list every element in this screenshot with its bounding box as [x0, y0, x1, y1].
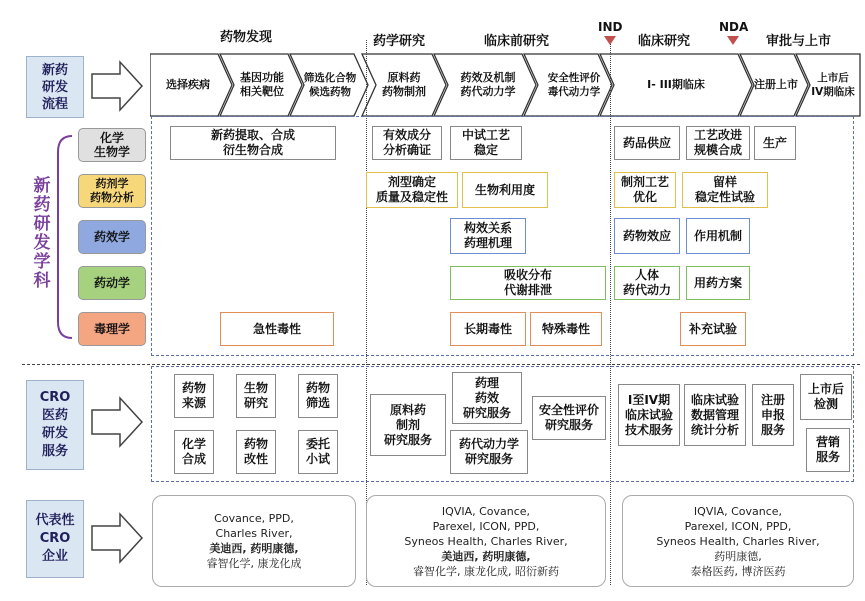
flow-arrow-icon [88, 56, 146, 116]
stage-clinical: 临床研究 [638, 34, 691, 49]
flow-step: I- III期临床 [647, 78, 705, 91]
discipline-tox: 毒理学 [78, 312, 146, 346]
company-line: 睿智化学, 康龙化成 [206, 557, 302, 570]
company-line: 泰格医药, 博济医药 [690, 564, 786, 578]
flow-step: 注册上市 [754, 78, 798, 91]
cro-row-label: CRO 医药 研发 服务 [26, 380, 84, 470]
companies-clinical [622, 495, 854, 587]
flow-row-label: 新药 研发 流程 [26, 56, 84, 118]
company-line: 药明康德, [714, 549, 762, 563]
task-drug-effect: 药物效应 [614, 218, 680, 254]
company-line: IQVIA, Covance, [693, 504, 783, 518]
flow-step: 药效及机制 药代动力学 [460, 71, 516, 98]
cro-service: 生物 研究 [236, 374, 276, 418]
task-mechanism: 作用机制 [686, 218, 750, 254]
cro-service: 委托 小试 [298, 430, 338, 474]
discipline-formulation: 药剂学 药物分析 [78, 174, 146, 208]
discipline-chem: 化学 生物学 [78, 128, 146, 162]
task-supplement-test: 补充试验 [680, 312, 746, 346]
flow-step: 基因功能 相关靶位 [240, 71, 284, 98]
task-adme: 吸收分布 代谢排泄 [450, 266, 606, 300]
flow-step: 原料药 药物制剂 [382, 71, 426, 98]
cro-post-market-service: 上市后 检测 [800, 374, 852, 420]
company-line: Covance, PPD, [214, 512, 294, 525]
cro-api-service: 原料药 制剂 研究服务 [370, 394, 446, 456]
flow-step: 上市后 IV期临床 [811, 72, 855, 98]
nda-marker-icon [727, 36, 739, 45]
task-active-analysis: 有效成分 分析确证 [372, 126, 442, 160]
company-line: Syneos Health, Charles River, [404, 534, 568, 548]
cro-service: 药物 来源 [174, 374, 214, 418]
flow-step: 安全性评价 毒代动力学 [547, 72, 601, 98]
company-line: Syneos Health, Charles River, [656, 534, 820, 548]
company-line: 睿智化学, 康龙化成, 昭衍新药 [413, 564, 559, 578]
task-prep-opt: 制剂工艺 优化 [614, 172, 676, 208]
cro-registration-service: 注册 申报 服务 [752, 384, 794, 446]
discipline-pk: 药动学 [78, 266, 146, 300]
stage-discovery: 药物发现 [220, 30, 273, 45]
task-retention-test: 留样 稳定性试验 [682, 172, 768, 208]
cro-clinical-service: I至IV期 临床试验 技术服务 [618, 384, 680, 446]
task-production: 生产 [754, 126, 796, 160]
company-line: 美迪西, 药明康德, [209, 542, 299, 555]
flow-step: 筛选化合物 候选药物 [303, 72, 357, 98]
stage-pharma-research: 药学研究 [373, 34, 426, 49]
task-acute-tox: 急性毒性 [220, 312, 334, 346]
stage-nda: NDA [719, 20, 749, 34]
section-separator [22, 364, 860, 365]
task-chem-synthesis: 新药提取、合成 衍生物合成 [170, 126, 336, 160]
cro-pharmacology-service: 药理 药效 研究服务 [452, 372, 522, 424]
company-line: 美迪西, 药明康德, [441, 549, 531, 563]
discipline-bracket-icon [52, 132, 74, 342]
cro-service: 化学 合成 [174, 430, 214, 474]
companies-preclinical [366, 495, 606, 587]
task-dosing-plan: 用药方案 [686, 266, 750, 300]
company-line: Parexel, ICON, PPD, [432, 519, 540, 533]
task-human-pk: 人体 药代动力 [614, 266, 680, 300]
task-sar: 构效关系 药理机理 [450, 218, 526, 254]
rep-arrow-icon [88, 508, 146, 568]
cro-service: 药物 改性 [236, 430, 276, 474]
companies-discovery [152, 495, 356, 587]
cro-service: 药物 筛选 [298, 374, 338, 418]
cro-pk-service: 药代动力学 研究服务 [450, 430, 528, 474]
task-long-tox: 长期毒性 [450, 312, 526, 346]
stage-ind: IND [598, 20, 623, 34]
cro-arrow-icon [88, 392, 146, 452]
task-bioavailability: 生物利用度 [462, 172, 548, 208]
task-pilot-process: 中试工艺 稳定 [450, 126, 522, 160]
task-special-tox: 特殊毒性 [530, 312, 602, 346]
rep-row-label: 代表性 CRO 企业 [26, 500, 84, 578]
stage-preclinical: 临床前研究 [484, 34, 550, 49]
cro-marketing-service: 营销 服务 [806, 428, 850, 472]
task-process-scale: 工艺改进 规模合成 [686, 126, 750, 160]
discipline-efficacy: 药效学 [78, 220, 146, 254]
company-line: IQVIA, Covance, [441, 504, 531, 518]
task-formulation-quality: 剂型确定 质量及稳定性 [366, 172, 458, 208]
company-line: Charles River, [215, 527, 293, 540]
task-drug-supply: 药品供应 [614, 126, 680, 160]
flow-step: 选择疾病 [166, 78, 210, 91]
cro-data-service: 临床试验 数据管理 统计分析 [684, 384, 746, 446]
cro-safety-service: 安全性评价 研究服务 [532, 396, 606, 440]
stage-approval: 审批与上市 [766, 34, 832, 49]
discipline-vertical-label: 新药研发学科 [29, 176, 50, 290]
company-line: Parexel, ICON, PPD, [684, 519, 792, 533]
